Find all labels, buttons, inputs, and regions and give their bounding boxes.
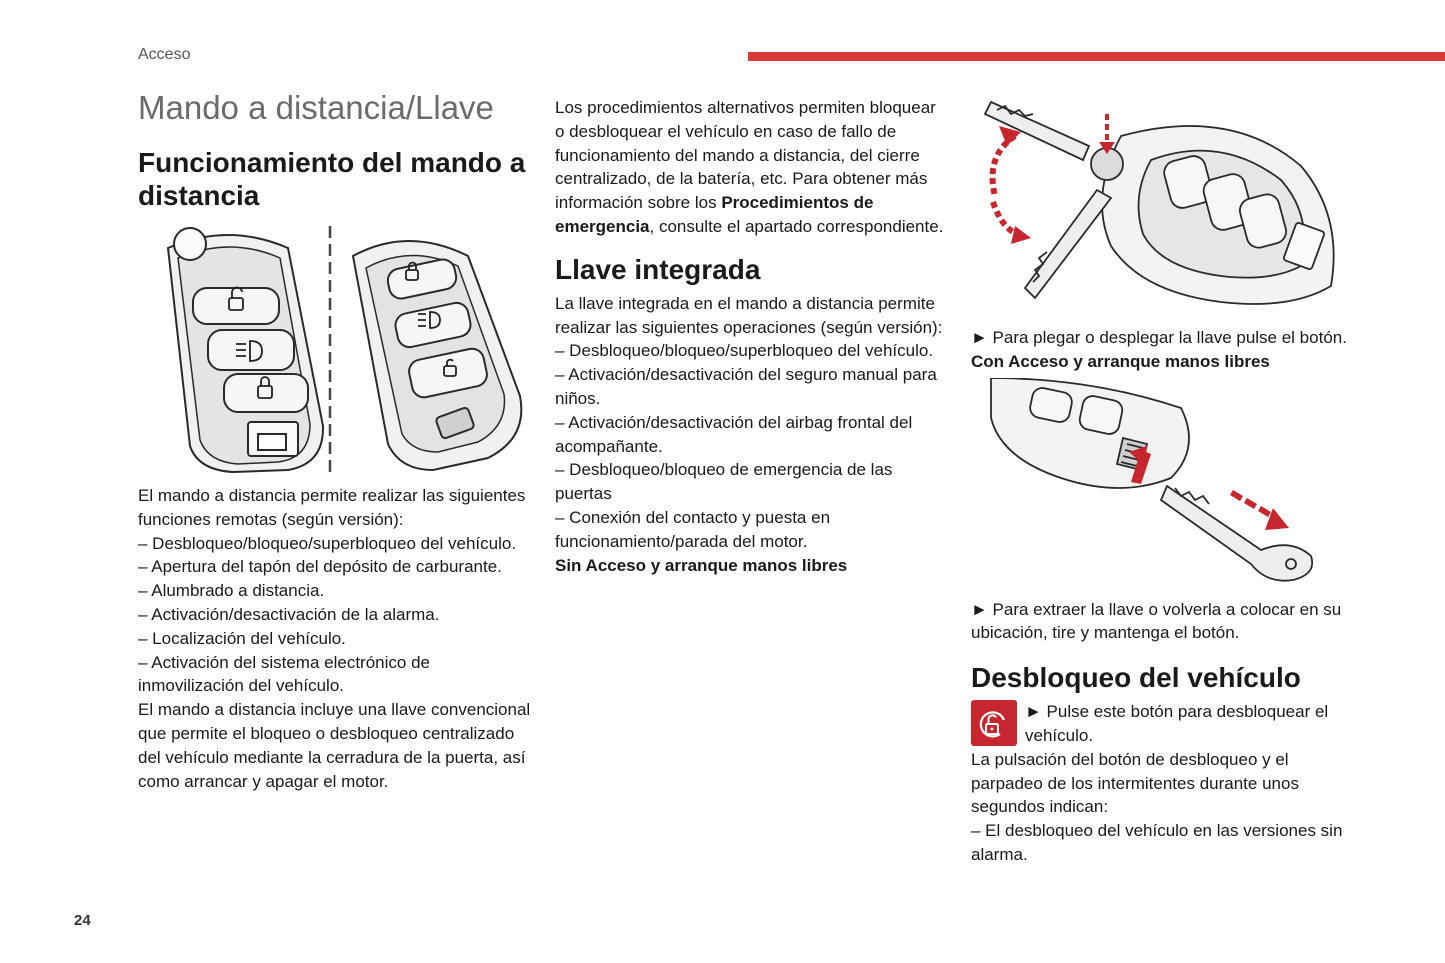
page-title: Mando a distancia/Llave (138, 89, 494, 126)
section-label: Acceso (138, 46, 191, 63)
unlock-instruction (971, 700, 1361, 748)
page-number: 24 (74, 912, 91, 929)
list-item: – Activación/desactivación del seguro manual para niños. (555, 365, 937, 408)
list-item: – Activación/desactivación de la alarma. (138, 604, 440, 624)
integrated-key-ops-list (555, 339, 945, 553)
extract-key-text: ► Para extraer la llave o volverla a colocar en su ubicación, tire y mantenga el botón. (971, 599, 1342, 643)
list-item: – Desbloqueo/bloqueo/superbloqueo del vehículo. (555, 341, 934, 361)
alternative-procedures-intro: Los procedimientos alternativos permiten bloquear o desbloquear el vehículo en caso de fallo de funcionamiento del mando a distancia, del cierre centralizado, de la batería, etc. Para obtener más información sobre los (555, 98, 936, 213)
alternative-procedures-end: , consulte el apartado correspondiente. (649, 216, 944, 236)
fold-key-text: ► Para plegar o desplegar la llave pulse el botón. (971, 328, 1347, 347)
header-accent-bar (748, 52, 1445, 61)
emergency-procedures-link[interactable]: Procedimientos de emergencia (555, 193, 874, 236)
alternative-procedures-text (555, 96, 945, 239)
unlock-instruction-text: ► Pulse este botón para desbloquear el vehículo. (1025, 702, 1329, 745)
subheading-without-keyless: Sin Acceso y arranque manos libres (555, 555, 848, 575)
integrated-key-intro: La llave integrada en el mando a distancia permite realizar las siguientes operaciones (según versión): (555, 293, 943, 337)
extract-key-figure (971, 378, 1346, 586)
remote-back (353, 241, 521, 470)
list-item: – Activación del sistema electrónico de inmovilización del vehículo. (138, 652, 430, 696)
list-item: – Activación/desactivación del airbag frontal del acompañante. (555, 412, 913, 456)
subheading-with-keyless: Con Acceso y arranque manos libres (971, 351, 1270, 371)
column-1 (138, 88, 533, 793)
section-heading-remote: Funcionamiento del mando a distancia (138, 147, 526, 211)
list-item: – Apertura del tapón del depósito de carburante. (138, 557, 502, 577)
column-3 (971, 96, 1361, 867)
list-item: – Desbloqueo/bloqueo de emergencia de las puertas (555, 460, 893, 504)
remote-intro-text: El mando a distancia permite realizar las siguientes funciones remotas (según versión): (138, 486, 526, 529)
list-item: – Conexión del contacto y puesta en funcionamiento/parada del motor. (555, 507, 831, 551)
list-item: – Localización del vehículo. (138, 628, 346, 648)
unlock-button-icon (971, 700, 1017, 746)
remote-functions-list (138, 532, 533, 699)
unlock-description: La pulsación del botón de desbloqueo y el parpadeo de los intermitentes durante unos segundos indican: (971, 749, 1299, 817)
remote-outro-text: El mando a distancia incluye una llave convencional que permite el bloqueo o desbloqueo centralizado del vehículo mediante la cerradura de la puerta, así como arrancar y apagar el motor. (138, 700, 531, 791)
column-2 (555, 96, 945, 577)
unlock-bullet: – El desbloqueo del vehículo en las versiones sin alarma. (971, 821, 1343, 864)
list-item: – Desbloqueo/bloqueo/superbloqueo del vehículo. (138, 533, 517, 553)
remote-key-figure (138, 226, 533, 476)
list-item: – Alumbrado a distancia. (138, 581, 325, 601)
fold-key-figure (971, 96, 1346, 316)
section-heading-integrated-key: Llave integrada (555, 253, 761, 285)
section-heading-unlock: Desbloqueo del vehículo (971, 662, 1301, 694)
